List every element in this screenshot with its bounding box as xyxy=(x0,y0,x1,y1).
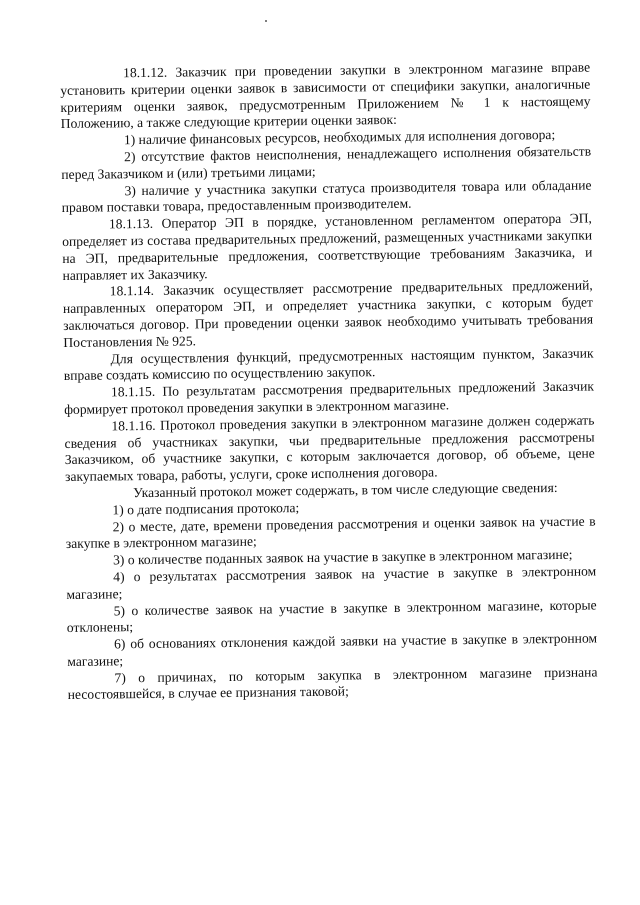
protocol-item-6: 6) об основаниях отклонения каждой заявки на участие в закупке в электронном магазине; xyxy=(67,630,598,669)
paragraph-18-1-12: 18.1.12. Заказчик при проведении закупки в электронном магазине вправе установить критерии оценки заявок в зависимости от специфики закупки, аналогичные критериям оценки заявок, предусмотренным Приложением № 1 к настоящему Положению, а также следующие критерии оценки заявок: xyxy=(60,59,591,132)
paragraph-18-1-13: 18.1.13. Оператор ЭП в порядке, установленном регламентом оператора ЭП, определяет из состава предварительных предложений, размещенных участниками закупки на ЭП, предварительные предложения, соответствующие требованиям Заказчика, и направляет их Заказчику. xyxy=(62,210,593,283)
paragraph-18-1-15: 18.1.15. По результатам рассмотрения предварительных предложений Заказчик формирует протокол проведения закупки в электронном магазине. xyxy=(64,378,595,417)
paragraph-protocol-content: Указанный протокол может содержать, в том числе следующие сведения: xyxy=(133,479,558,501)
protocol-item-2: 2) о месте, дате, времени проведения рассмотрения и оценки заявок на участие в закупке в электронном магазине; xyxy=(65,513,596,552)
criteria-item-2: 2) отсутствие фактов неисполнения, ненадлежащего исполнения обязательств перед Заказчиком и (или) третьими лицами; xyxy=(61,143,592,182)
paragraph-18-1-16: 18.1.16. Протокол проведения закупки в электронном магазине должен содержать сведения об участниках закупки, чьи предварительные предложения рассмотрены Заказчиком, об участнике закупки, с которым заключается договор, об объеме, цене закупаемых товара, работы, услуги, сроке исполнения договора. xyxy=(64,412,595,485)
scan-speck xyxy=(265,20,267,22)
document-body xyxy=(60,60,598,705)
paragraph-functions: Для осуществления функций, предусмотренных настоящим пунктом, Заказчик вправе создать комиссию по осуществлению закупок. xyxy=(63,345,594,384)
paragraph-18-1-14: 18.1.14. Заказчик осуществляет рассмотрение предварительных предложений, направленных оператором ЭП, и определяет участника закупки, с которым будет заключаться договор. При проведении оценки заявок необходимо учитывать требования Постановления № 925. xyxy=(62,277,594,350)
protocol-item-3: 3) о количестве поданных заявок на участие в закупке в электронном магазине; xyxy=(112,546,573,568)
protocol-item-7: 7) о причинах, по которым закупка в электронном магазине признана несостоявшейся, в случае ее признания таковой; xyxy=(67,664,598,703)
protocol-item-4: 4) о результатах рассмотрения заявок на участие в закупке в электронном магазине; xyxy=(66,563,597,602)
protocol-item-1: 1) о дате подписания протокола; xyxy=(112,499,300,518)
protocol-item-5: 5) о количестве заявок на участие в закупке в электронном магазине, которые отклонены; xyxy=(66,596,597,636)
criteria-item-1: 1) наличие финансовых ресурсов, необходимых для исполнения договора; xyxy=(123,127,556,148)
criteria-item-3: 3) наличие у участника закупки статуса производителя товара или обладание правом поставки товара, предоставленным производителем. xyxy=(61,177,592,216)
